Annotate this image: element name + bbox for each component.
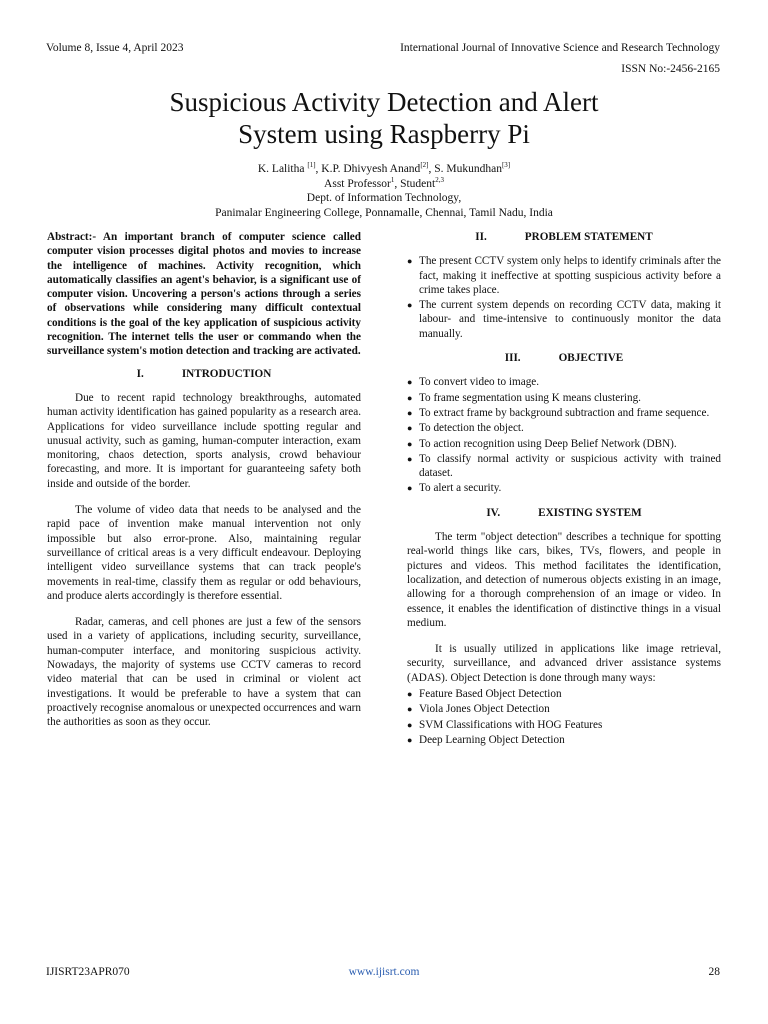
- list-item-text: To detection the object.: [419, 422, 524, 435]
- bullet-icon: ●: [407, 734, 413, 745]
- page-number: 28: [708, 966, 720, 978]
- existing-paragraph-1: The term "object detection" describes a technique for spotting real-world things like cars, bikes, TVs, flowers, and people in pictures and videos. This method facilitates the identification, localization, and detection of numerous objects existing in an image, allowing for a thorough comprehension of an image or video. In essence, it enables the identification of distinctive things in a visual medium.: [407, 531, 721, 629]
- list-item-text: To action recognition using Deep Belief Network (DBN).: [419, 437, 677, 450]
- list-item: [407, 254, 721, 297]
- bullet-icon: ●: [407, 704, 413, 715]
- journal-name: International Journal of Innovative Science and Research Technology: [400, 42, 720, 54]
- bullet-icon: ●: [407, 256, 413, 267]
- list-item: [407, 375, 721, 389]
- author-roles: [0, 177, 768, 192]
- list-item-text: Viola Jones Object Detection: [419, 703, 550, 716]
- list-item-text: To convert video to image.: [419, 376, 540, 389]
- paper-id: IJISRT23APR070: [46, 966, 130, 978]
- bullet-icon: ●: [407, 392, 413, 403]
- paper-title: [0, 86, 768, 150]
- role-1-ref: 1: [390, 175, 395, 184]
- list-item-text: To extract frame by background subtraction and frame sequence.: [419, 406, 710, 419]
- issn: ISSN No:-2456-2165: [621, 63, 720, 75]
- role-2: , Student: [394, 177, 436, 190]
- list-item: [407, 687, 721, 701]
- section-heading-problem: [407, 230, 721, 244]
- section-number: IV.: [486, 506, 501, 519]
- left-column: [47, 230, 361, 742]
- list-item: [407, 481, 721, 495]
- list-item: [407, 421, 721, 435]
- section-title: OBJECTIVE: [558, 352, 624, 365]
- department: Dept. of Information Technology,: [306, 192, 462, 204]
- list-item: [407, 406, 721, 420]
- college: Panimalar Engineering College, Ponnamalle, Chennai, Tamil Nadu, India: [215, 206, 553, 219]
- intro-paragraph-2: The volume of video data that needs to be analysed and the rapid pace of invention make manual intervention not only impossible but also error-prone. Also, maintaining regular surveillance of critical areas is a very difficult endeavour. Deploying intelligent video surveillance systems that can track people's movements in real-time, classify them as regular or odd behaviours, and produce alerts accordingly is therefore essential.: [47, 504, 361, 602]
- bullet-icon: ●: [407, 423, 413, 434]
- section-number: III.: [504, 352, 521, 365]
- bullet-icon: ●: [407, 453, 413, 464]
- list-item-text: Deep Learning Object Detection: [419, 733, 565, 746]
- list-item-text: To alert a security.: [419, 482, 502, 495]
- author-1-ref: [1]: [307, 161, 316, 170]
- author-3: , S. Mukundhan: [428, 163, 502, 175]
- journal-url-link[interactable]: www.ijisrt.com: [348, 966, 420, 978]
- author-3-ref: [3]: [501, 161, 511, 170]
- author-2-ref: [2]: [420, 161, 429, 170]
- section-title: EXISTING SYSTEM: [538, 506, 642, 519]
- list-item-text: The present CCTV system only helps to identify criminals after the fact, making it ineffective at spotting suspicious activity before a crime takes place.: [419, 255, 721, 296]
- bullet-icon: ●: [407, 377, 413, 388]
- section-title: INTRODUCTION: [181, 367, 272, 380]
- section-number: I.: [136, 367, 144, 380]
- author-1: K. Lalitha: [257, 163, 308, 175]
- role-2-ref: 2,3: [435, 175, 444, 184]
- bullet-icon: ●: [407, 689, 413, 700]
- bullet-icon: ●: [407, 407, 413, 418]
- role-1: Asst Professor: [324, 177, 391, 190]
- section-number: II.: [475, 231, 487, 243]
- bullet-icon: ●: [407, 483, 413, 494]
- list-item-text: To frame segmentation using K means clustering.: [419, 391, 641, 404]
- list-item: [407, 718, 721, 732]
- list-item-text: The current system depends on recording CCTV data, making it labour- and time-intensive to continuously monitor the data manually.: [419, 299, 721, 340]
- intro-paragraph-3: Radar, cameras, and cell phones are just a few of the sensors used in a variety of applications, including security, surveillance, human-computer interface, and monitoring suspicious activity. Nowadays, the majority of systems use CCTV cameras to record video material that can be used in criminal or violent act investigations. It would be preferable to have a system that can proactively recognise anomalous or unexpected occurrences and warn the authorities as soon as they occur.: [47, 616, 361, 729]
- existing-paragraph-2: It is usually utilized in applications like image retrieval, security, surveillance, and advanced driver assistance systems (ADAS). Object Detection is done through many ways:: [407, 643, 721, 684]
- intro-paragraph-1: Due to recent rapid technology breakthroughs, automated human activity identification has gained popularity as a research area. Applications for video surveillance include spotting regular and unusual activity, such as gaming, human-computer interaction, exam monitoring, chaos detection, sports analysis, crowd behaviour forecasting, and more. It is important for guaranteeing safety both inside and outside of the border.: [47, 391, 361, 490]
- volume-info: Volume 8, Issue 4, April 2023: [46, 42, 184, 54]
- author-2: , K.P. Dhivyesh Anand: [315, 163, 421, 175]
- list-item: [407, 391, 721, 405]
- bullet-icon: ●: [407, 719, 413, 730]
- list-item: [407, 452, 721, 481]
- list-item: [407, 733, 721, 747]
- title-line-1: Suspicious Activity Detection and Alert: [169, 87, 599, 117]
- section-heading-introduction: [47, 367, 361, 381]
- list-item-text: Feature Based Object Detection: [419, 688, 562, 701]
- section-title: PROBLEM STATEMENT: [524, 231, 653, 243]
- title-line-2: System using Raspberry Pi: [238, 119, 530, 149]
- section-heading-objective: [407, 351, 721, 365]
- list-item: [407, 298, 721, 341]
- abstract: Abstract:- An important branch of computer science called computer vision processes digital photos and movies to increase the intelligence of machines. Activity recognition, which automatically classifies an agent's behavior, is a significant use of computer vision. Uncovering a person's actions through a series of observations while considering many difficult contextual conditions is the goal of the key application of suspicious activity recognition. The internet tells the user or commando when the surveillance system's motion detection and tracking are activated.: [47, 231, 361, 358]
- detection-methods-list: [407, 687, 721, 747]
- problem-list: [407, 254, 721, 341]
- list-item-text: SVM Classifications with HOG Features: [419, 718, 603, 731]
- author-names: [0, 162, 768, 177]
- author-block: [0, 162, 768, 220]
- bullet-icon: ●: [407, 438, 413, 449]
- list-item: [407, 437, 721, 451]
- objective-list: [407, 375, 721, 495]
- list-item: [407, 702, 721, 716]
- right-column: [407, 230, 721, 757]
- section-heading-existing-system: [407, 506, 721, 520]
- list-item-text: To classify normal activity or suspicious activity with trained dataset.: [419, 452, 721, 480]
- bullet-icon: ●: [407, 300, 413, 311]
